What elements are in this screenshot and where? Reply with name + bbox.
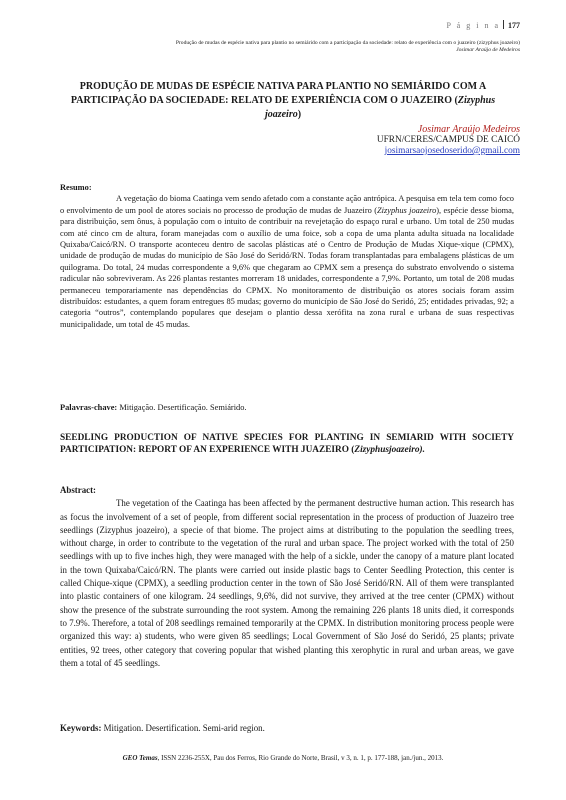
page-separator xyxy=(503,20,504,29)
author-affiliation: UFRN/CERES/CAMPUS DE CAICÓ xyxy=(376,135,520,145)
author-email-link[interactable]: josimarsaojosedoserido@gmail.com xyxy=(384,146,520,156)
running-author: Josimar Araújo de Medeiros xyxy=(456,47,520,53)
article-title xyxy=(70,80,496,122)
english-title-main: SEEDLING PRODUCTION OF NATIVE SPECIES FOR PLANTING IN SEMIARID WITH SOCIETY PARTICIPATION: REPORT OF AN EXPERIENCE WITH JUAZEIRO ( xyxy=(60,433,514,455)
palavras-chave-label: Palavras-chave: xyxy=(60,403,118,412)
resumo-species: Zizyphus joazeiro xyxy=(377,205,437,215)
english-title-close: ). xyxy=(419,445,425,455)
title-close: ) xyxy=(297,109,302,120)
palavras-chave-text: Mitigação. Desertificação. Semiárido. xyxy=(119,403,247,412)
resumo-section xyxy=(60,182,514,330)
abstract-section xyxy=(60,484,514,670)
footer-journal: GEO Temas xyxy=(122,754,158,762)
resumo-text-a: A vegetação do bioma Caatinga vem sendo afetado com a constante ação antrópica. A pesquisa em tela tem como foco o envolvimento de um pool de atores sociais no processo de produção de mudas de Juazeiro ( xyxy=(60,194,514,215)
running-title: Produção de mudas de espécie nativa para plantio no semiárido com a participação da sociedade: relato de experiência com o juazeiro (zizyphus joazeiro) xyxy=(175,40,520,46)
english-title-species: Zizyphusjoazeiro xyxy=(354,445,420,455)
page-number-header xyxy=(447,20,520,30)
page-footer xyxy=(0,754,566,762)
english-title xyxy=(60,432,514,456)
page-number: 177 xyxy=(508,21,520,30)
author-name: Josimar Araújo Medeiros xyxy=(417,124,520,135)
resumo-label: Resumo: xyxy=(60,183,92,192)
footer-citation: , ISSN 2236-255X, Pau dos Ferros, Rio Grande do Norte, Brasil, v 3, n. 1, p. 177-188, jan./jun., 2013. xyxy=(157,754,444,762)
keywords-text: Mitigation. Desertification. Semi-arid region. xyxy=(103,723,265,733)
keywords xyxy=(60,722,514,735)
title-species: Zizyphus joazeiro xyxy=(264,95,496,120)
abstract-text: The vegetation of the Caatinga has been affected by the permanent destructive human action. This research has as focus the involvement of a set of people, from different social representation in the process of production of Juazeiro tree seedlings (Zizyphus joazeiro), a specie of that biome. The project aims at distributing to the population the seedling trees, without charge, in order to contribute to the vegetation of the rural and urban space. The project worked with the total of 250 seedlings with up to five inches high, they were managed with the help of a sickle, under the canopy of a mature plant located in the town Quixaba/Caicó/RN. The plants were carried out inside plastic bags to Center Seedling Protection, this center is called Chique-xique (CPMX), a seedling production center in the town of São José Seridó/RN. All of them were transplanted into plastic containers of one kilogram. 24 seedlings, 9,6%, did not survive, they arrived at the tree center (CPMX) without show the presence of the substrate surrounding the root system. Among the remaining 226 plants 18 units died, it corresponds to 7.9%. Therefore, a total of 208 seedlings remained temporarily at the CPMX. In distribution monitoring process people were organized this way: a) students, who were given 85 seedlings; Local Government of São José do Seridó, 25 plants; private entities, 92 trees, other category that covering popular that wished planting this xerophytic in rural and urban areas, we gave them a total of 45 seedlings. xyxy=(60,498,514,668)
page-word: P á g i n a xyxy=(446,21,500,30)
resumo-text-b: ), espécie desse bioma, para distribuição, sem ônus, à população com o intuito de contribuir na revejetação do espaço rural e urbano. Um total de 250 mudas com até cinco cm de altura, foram manejadas com o auxílio de uma foice, sob a copa de uma planta adulta situada na localidade Quixaba/Caicó/RN. O transporte aconteceu dentro de sacolas plásticas até o Centro de Produção de Mudas Xique-xique (CPMX), unidade de produção de mudas do município de São José do Seridó/RN. Todas foram transplantadas para embalagens plásticas de um quilograma. Do total, 24 mudas correspondente a 9,6% que chegaram ao CPMX sem a presença do substrato envolvendo o sistema radicular não sobreviveram. As 226 plantas restantes morreram 18 unidades, correspondente a 7,9%. Portanto, um total de 208 mudas permaneceu temporariamente nas dependências do CPMX. No monitoramento de distribuição os atores sociais foram assim distribuídos: estudantes, a quem foram entregues 85 mudas; governo do município de São José do Seridó, 25; entidades privadas, 92; a categoria “outros”, contemplando populares que desejam o plantio dessa xerófita na zona rural e urbana de suas respectivas municipalidade, um total de 45 mudas. xyxy=(60,205,514,329)
abstract-label: Abstract: xyxy=(60,485,96,495)
keywords-label: Keywords: xyxy=(60,723,102,733)
palavras-chave xyxy=(60,402,514,413)
title-main: PRODUÇÃO DE MUDAS DE ESPÉCIE NATIVA PARA PLANTIO NO SEMIÁRIDO COM A PARTICIPAÇÃO DA SOCIEDADE: RELATO DE EXPERIÊNCIA COM O JUAZEIRO ( xyxy=(70,81,487,106)
author-block xyxy=(377,124,520,157)
resumo-text xyxy=(60,193,514,330)
running-header xyxy=(60,40,520,54)
